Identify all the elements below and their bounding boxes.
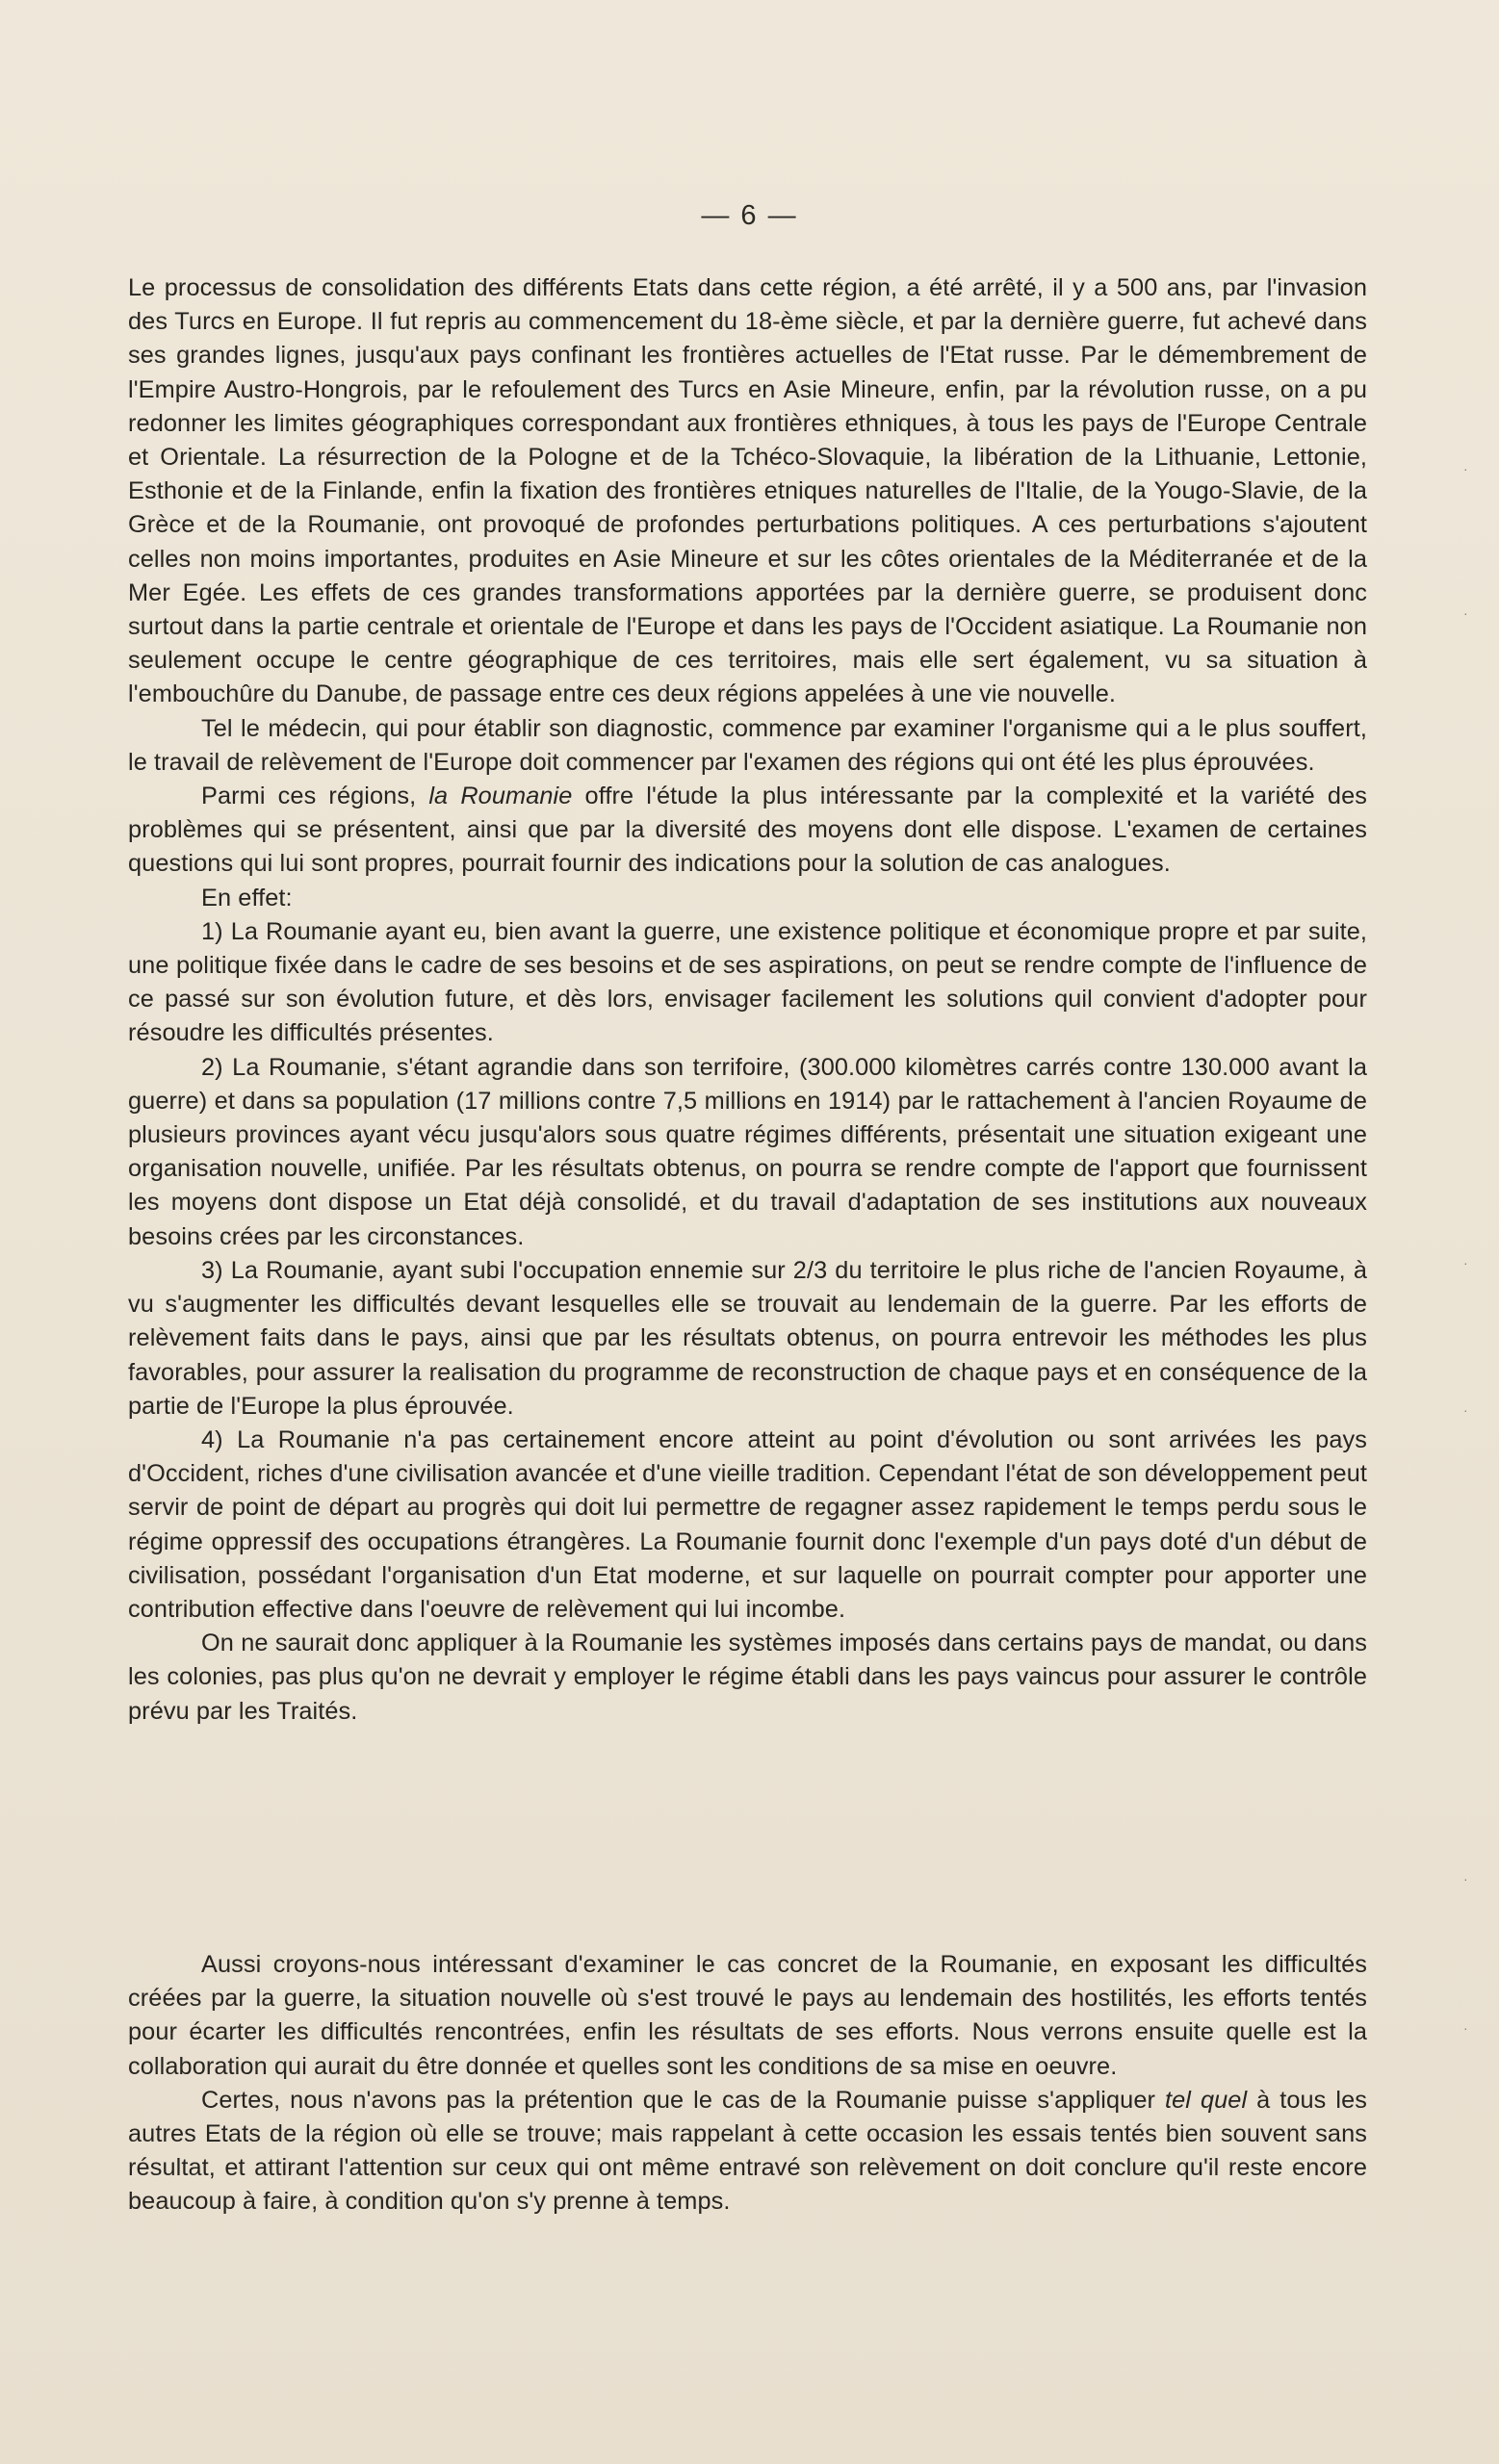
page-number: — 6 — (701, 200, 798, 231)
margin-speck: · (1463, 461, 1468, 476)
margin-speck: · (1463, 1255, 1468, 1270)
main-text-block (128, 271, 1367, 1729)
paragraph-text-end: à tous les autres Etats de la région où elle se trouve; mais rappelant à cette occasion les essais tentés bien souvent sans résultat, et attirant l'attention sur ceux qui ont même entravé son relèvement on doit conclure qu'il reste encore beaucoup à faire, à condition qu'on s'y prenne à temps. (128, 2086, 1368, 2216)
closing-text-block (128, 1948, 1367, 2220)
paragraph-text-start: Parmi ces régions, (201, 783, 429, 810)
paragraph-point-3: 3) La Roumanie, ayant subi l'occupation ennemie sur 2/3 du territoire le plus riche de l'ancien Royaume, à vu s'augmenter les difficultés devant lesquelles elle se trouvait au lendemain de la guerre. Par les efforts de relèvement faits dans le pays, ainsi que par les résultats obtenus, on pourra entrevoir les méthodes les plus favorables, pour assurer la realisation du programme de reconstruction de chaque pays et en conséquence de la partie de l'Europe la plus éprouvée. (128, 1256, 1367, 1420)
paragraph-point-1: 1) La Roumanie ayant eu, bien avant la guerre, une existence politique et économique propre et par suite, une politique fixée dans le cadre de ses besoins et de ses aspirations, on peut se rendre compte de l'influence de ce passé sur son évolution future, et dès lors, envisager facilement les solutions quil convient d'adopter pour résoudre les difficultés présentes. (128, 917, 1367, 1047)
margin-speck: · (1463, 1871, 1468, 1886)
margin-speck: · (1463, 2020, 1468, 2036)
paragraph-point-4: 4) La Roumanie n'a pas certainement encore atteint au point d'évolution ou sont arrivées les pays d'Occident, riches d'une civilisation avancée et d'une vieille tradition. Cependant l'état de son développement peut servir de point de départ au progrès qui doit lui permettre de regagner assez rapidement le temps perdu sous le régime oppressif des occupations étrangères. La Roumanie fournit donc l'exemple d'un pays doté d'un début de civilisation, possédant l'organisation d'un Etat moderne, et sur laquelle on pourrait compter pour apporter une contribution effective dans l'oeuvre de relèvement qui lui incombe. (128, 1425, 1367, 1623)
margin-speck: · (1463, 1402, 1468, 1418)
paragraph-consolidation: Le processus de consolidation des différents Etats dans cette région, a été arrêté, il y a 500 ans, par l'invasion des Turcs en Europe. Il fut repris au commencement du 18-ème siècle, et par la dernière guerre, fut achevé dans ses grandes lignes, jusqu'aux pays confinant les frontières actuelles de l'Etat russe. Par le démembrement de l'Empire Austro-Hongrois, par le refoulement des Turcs en Asie Mineure, enfin, par la révolution russe, on a pu redonner les limites géographiques correspondant aux frontières ethniques, à tous les pays de l'Europe Centrale et Orientale. La résurrection de la Pologne et de la Tchéco-Slovaquie, la libération de la Lithuanie, Lettonie, Esthonie et de la Finlande, enfin la fixation des frontières etniques naturelles de l'Italie, de la Yougo-Slavie, de la Grèce et de la Roumanie, ont provoqué de profondes perturbations politiques. A ces perturbations s'ajoutent celles non moins importantes, produites en Asie Mineure et sur les côtes orientales de la Méditerranée et de la Mer Egée. Les effets de ces grandes transformations apportées par la dernière guerre, se produisent donc surtout dans la partie centrale et orientale de l'Europe et dans les pays de l'Occident asiatique. La Roumanie non seulement occupe le centre géographique de ces territoires, mais elle sert également, vu sa situation à l'embouchûre du Danube, de passage entre ces deux régions appelées à une vie nouvelle. (128, 274, 1367, 708)
paragraph-text-end: offre l'étude la plus intéressante par la complexité et la variété des problèmes qui se présentent, ainsi que par la diversité des moyens dont elle dispose. L'examen de certaines questions qui lui sont propres, pourrait fournir des indications pour la solution de cas analogues. (128, 783, 1368, 878)
paragraph-aussi-croyons-nous: Aussi croyons-nous intéressant d'examiner le cas concret de la Roumanie, en exposant les difficultés créées par la guerre, la situation nouvelle où s'est trouvé le pays au lendemain des hostilités, les efforts tentés pour écarter les difficultés rencontrées, enfin les résultats de ses efforts. Nous verrons ensuite quelle est la collaboration qui aurait du être donnée et quelles sont les conditions de sa mise en oeuvre. (128, 1951, 1367, 2080)
margin-speck: · (1463, 605, 1468, 621)
emphasis-la-roumanie: la Roumanie (428, 783, 573, 810)
paragraph-en-effet: En effet: (201, 884, 293, 911)
paragraph-on-ne-saurait: On ne saurait donc appliquer à la Roumanie les systèmes imposés dans certains pays de mandat, ou dans les colonies, pas plus qu'on ne devrait y employer le régime établi dans les pays vaincus pour assurer le contrôle prévu par les Traités. (128, 1630, 1367, 1725)
paragraph-text-start: Certes, nous n'avons pas la prétention que le cas de la Roumanie puisse s'appliquer (201, 2086, 1165, 2114)
paragraph-parmi-ces-regions (128, 780, 1367, 882)
paragraph-certes (128, 2084, 1367, 2220)
emphasis-tel-quel: tel quel (1164, 2086, 1248, 2114)
paragraph-medecin: Tel le médecin, qui pour établir son diagnostic, commence par examiner l'organisme qui a le plus souffert, le travail de relèvement de l'Europe doit commencer par l'examen des régions qui ont été les plus éprouvées. (128, 714, 1367, 776)
paragraph-point-2: 2) La Roumanie, s'étant agrandie dans son terrifoire, (300.000 kilomètres carrés contre 130.000 avant la guerre) et dans sa population (17 millions contre 7,5 millions en 1914) par le rattachement à l'ancien Royaume de plusieurs provinces ayant vécu jusqu'alors sous quatre régimes différents, présentait une situation exigeant une organisation nouvelle, unifiée. Par les résultats obtenus, on pourra se rendre compte de l'apport que fournissent les moyens dont dispose un Etat déjà consolidé, et du travail d'adaptation de ses institutions aux nouveaux besoins crées par les circonstances. (128, 1053, 1367, 1250)
